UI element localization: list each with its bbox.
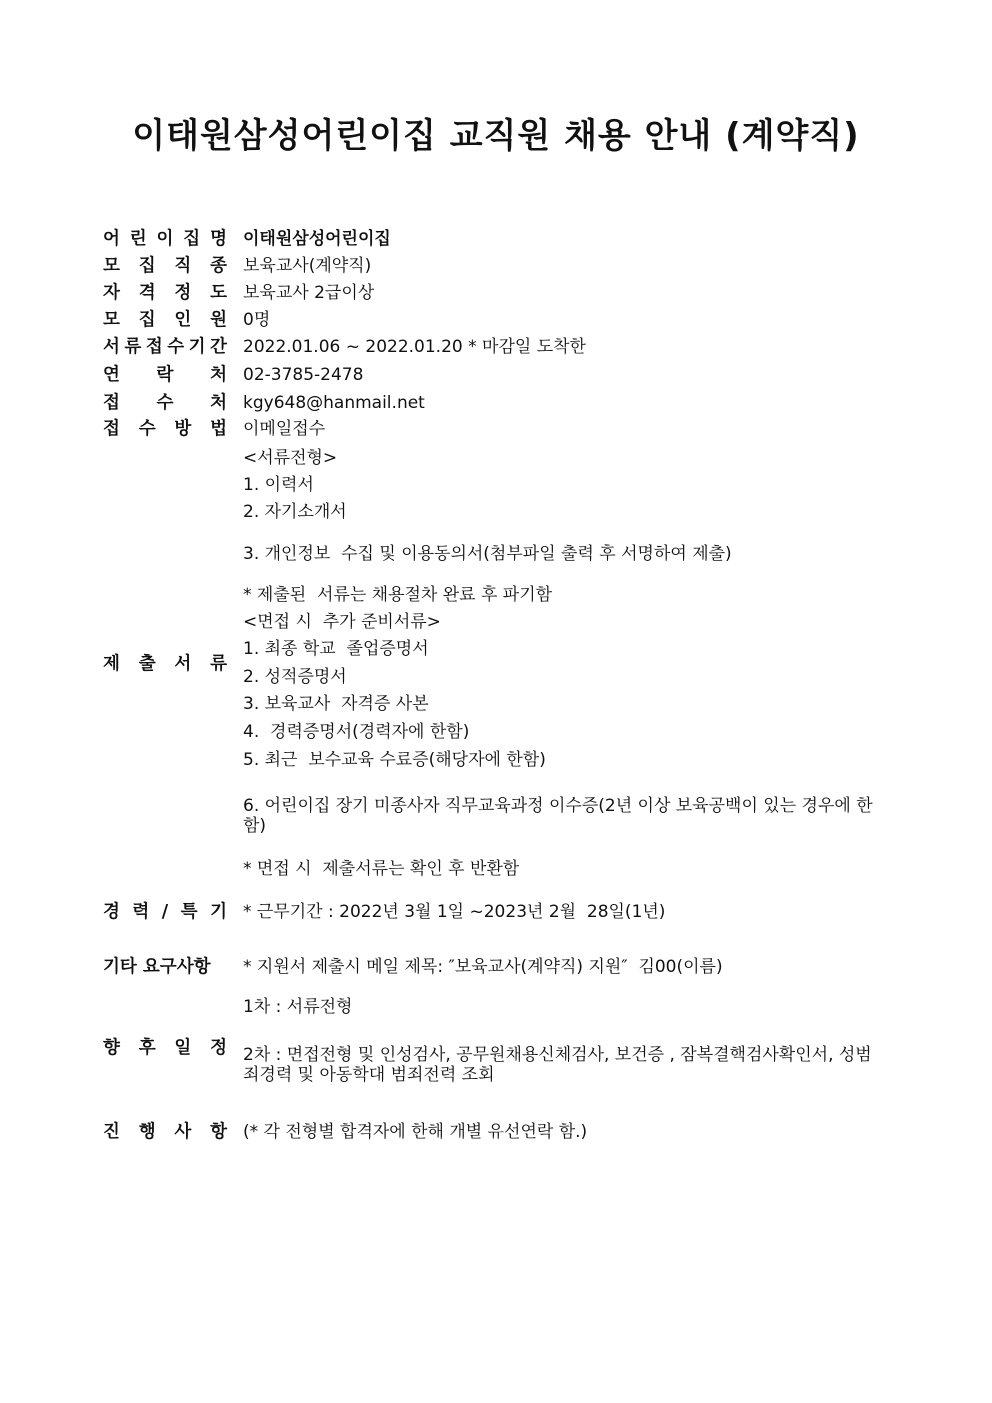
- doc-line: 4. 경력증명서(경력자에 한함): [243, 722, 470, 742]
- value-method: 이메일접수: [243, 419, 326, 439]
- doc-line: * 제출된 서류는 채용절차 완료 후 파기함: [243, 585, 553, 605]
- doc-line: 3. 개인정보 수집 및 이용동의서(첨부파일 출력 후 서명하여 제출): [243, 544, 732, 564]
- value-headcount: 0명: [243, 310, 271, 330]
- value-career: * 근무기간 : 2022년 3월 1일 ~2023년 2월 28일(1년): [243, 902, 666, 922]
- value-other: * 지원서 제출시 메일 제목: ″보육교사(계약직) 지원″ 김00(이름): [243, 957, 723, 977]
- value-contact: 02-3785-2478: [243, 365, 364, 385]
- value-job-type: 보육교사(계약직): [243, 256, 372, 276]
- label-schedule: 향 후 일 정: [103, 1038, 227, 1058]
- doc-line: 1. 최종 학교 졸업증명서: [243, 639, 429, 659]
- doc-line: 2. 자기소개서: [243, 502, 347, 522]
- doc-line: <서류전형>: [243, 448, 338, 468]
- label-headcount: 모 집 인 원: [103, 310, 227, 330]
- label-process: 진 행 사 항: [103, 1122, 227, 1142]
- schedule-step1: 1차 : 서류전형: [243, 997, 353, 1017]
- value-period: 2022.01.06 ~ 2022.01.20 * 마감일 도착한: [243, 337, 586, 357]
- doc-line: 3. 보육교사 자격증 사본: [243, 694, 429, 714]
- value-qualification: 보육교사 2급이상: [243, 283, 375, 303]
- page-title: 이태원삼성어린이집 교직원 채용 안내 (계약직): [132, 116, 860, 156]
- doc-line: <면접 시 추가 준비서류>: [243, 612, 441, 632]
- doc-line: 1. 이력서: [243, 475, 314, 495]
- value-receipt: kgy648@hanmail.net: [243, 393, 425, 413]
- value-process: (* 각 전형별 합격자에 한해 개별 유선연락 함.): [243, 1122, 588, 1142]
- label-period: 서 류 접 수 기 간: [103, 337, 227, 357]
- label-qualification: 자 격 정 도: [103, 283, 227, 303]
- schedule-step2: 2차 : 면접전형 및 인성검사, 공무원채용신체검사, 보건증 , 잠복결핵검사확인서, 성범죄경력 및 아동학대 범죄전력 조회: [243, 1045, 872, 1085]
- doc-line: 2. 성적증명서: [243, 667, 347, 687]
- doc-line: 6. 어린이집 장기 미종사자 직무교육과정 이수증(2년 이상 보육공백이 있는 경우에 한함): [243, 796, 873, 836]
- label-documents: 제 출 서 류: [103, 654, 227, 674]
- label-contact: 연 락 처: [103, 365, 227, 385]
- doc-line: 5. 최근 보수교육 수료증(해당자에 한함): [243, 750, 546, 770]
- label-other: 기타 요구사항: [103, 957, 211, 977]
- label-career: 경 력 / 특 기: [103, 902, 227, 922]
- label-job-type: 모 집 직 종: [103, 256, 227, 276]
- doc-line: * 면접 시 제출서류는 확인 후 반환함: [243, 859, 520, 879]
- value-center-name: 이태원삼성어린이집: [243, 229, 391, 249]
- label-center-name: 어 린 이 집 명: [103, 229, 227, 249]
- label-receipt: 접 수 처: [103, 393, 227, 413]
- label-method: 접 수 방 법: [103, 419, 227, 439]
